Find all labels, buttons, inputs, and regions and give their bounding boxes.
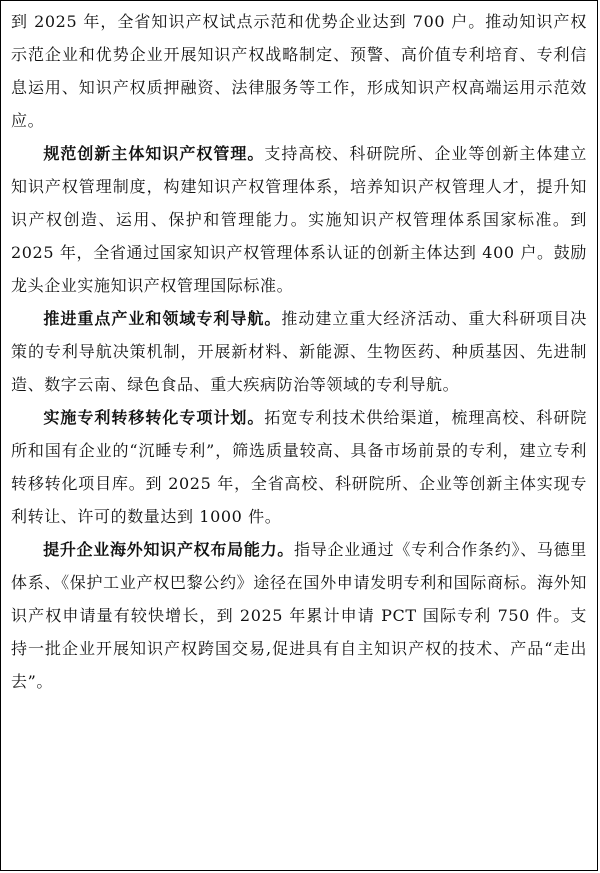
paragraph-5 — [11, 533, 587, 698]
paragraph-2-heading: 规范创新主体知识产权管理。 — [43, 144, 265, 163]
paragraph-5-body: 指导企业通过《专利合作条约》、马德里体系、《保护工业产权巴黎公约》途径在国外申请发明专利和国际商标。海外知识产权申请量有较快增长，到 2025 年累计申请 PCT 国际专利 750 件。支持一批企业开展知识产权跨国交易,促进具有自主知识产权的技术、产品“走出去”。 — [11, 540, 587, 691]
paragraph-4-body: 拓宽专利技术供给渠道，梳理高校、科研院所和国有企业的“沉睡专利”，筛选质量较高、具备市场前景的专利，建立专利转移转化项目库。到 2025 年，全省高校、科研院所、企业等创新主体实现专利转让、许可的数量达到 1000 件。 — [11, 408, 587, 526]
paragraph-3 — [11, 302, 587, 401]
paragraph-5-heading: 提升企业海外知识产权布局能力。 — [43, 540, 295, 559]
paragraph-4 — [11, 401, 587, 533]
paragraph-3-heading: 推进重点产业和领域专利导航。 — [43, 309, 282, 328]
paragraph-3-body: 推动建立重大经济活动、重大科研项目决策的专利导航决策机制，开展新材料、新能源、生物医药、种质基因、先进制造、数字云南、绿色食品、重大疾病防治等领域的专利导航。 — [11, 309, 587, 394]
paragraph-4-heading: 实施专利转移转化专项计划。 — [43, 408, 265, 427]
paragraph-2-body: 支持高校、科研院所、企业等创新主体建立知识产权管理制度，构建知识产权管理体系，培养知识产权管理人才，提升知识产权创造、运用、保护和管理能力。实施知识产权管理体系国家标准。到 2025 年，全省通过国家知识产权管理体系认证的创新主体达到 400 户。鼓励龙头企业实施知识产权管理国际标准。 — [11, 144, 587, 295]
paragraph-1 — [11, 5, 587, 137]
paragraph-1-body: 到 2025 年，全省知识产权试点示范和优势企业达到 700 户。推动知识产权示范企业和优势企业开展知识产权战略制定、预警、高价值专利培育、专利信息运用、知识产权质押融资、法律服务等工作，形成知识产权高端运用示范效应。 — [11, 12, 587, 130]
paragraph-2 — [11, 137, 587, 302]
